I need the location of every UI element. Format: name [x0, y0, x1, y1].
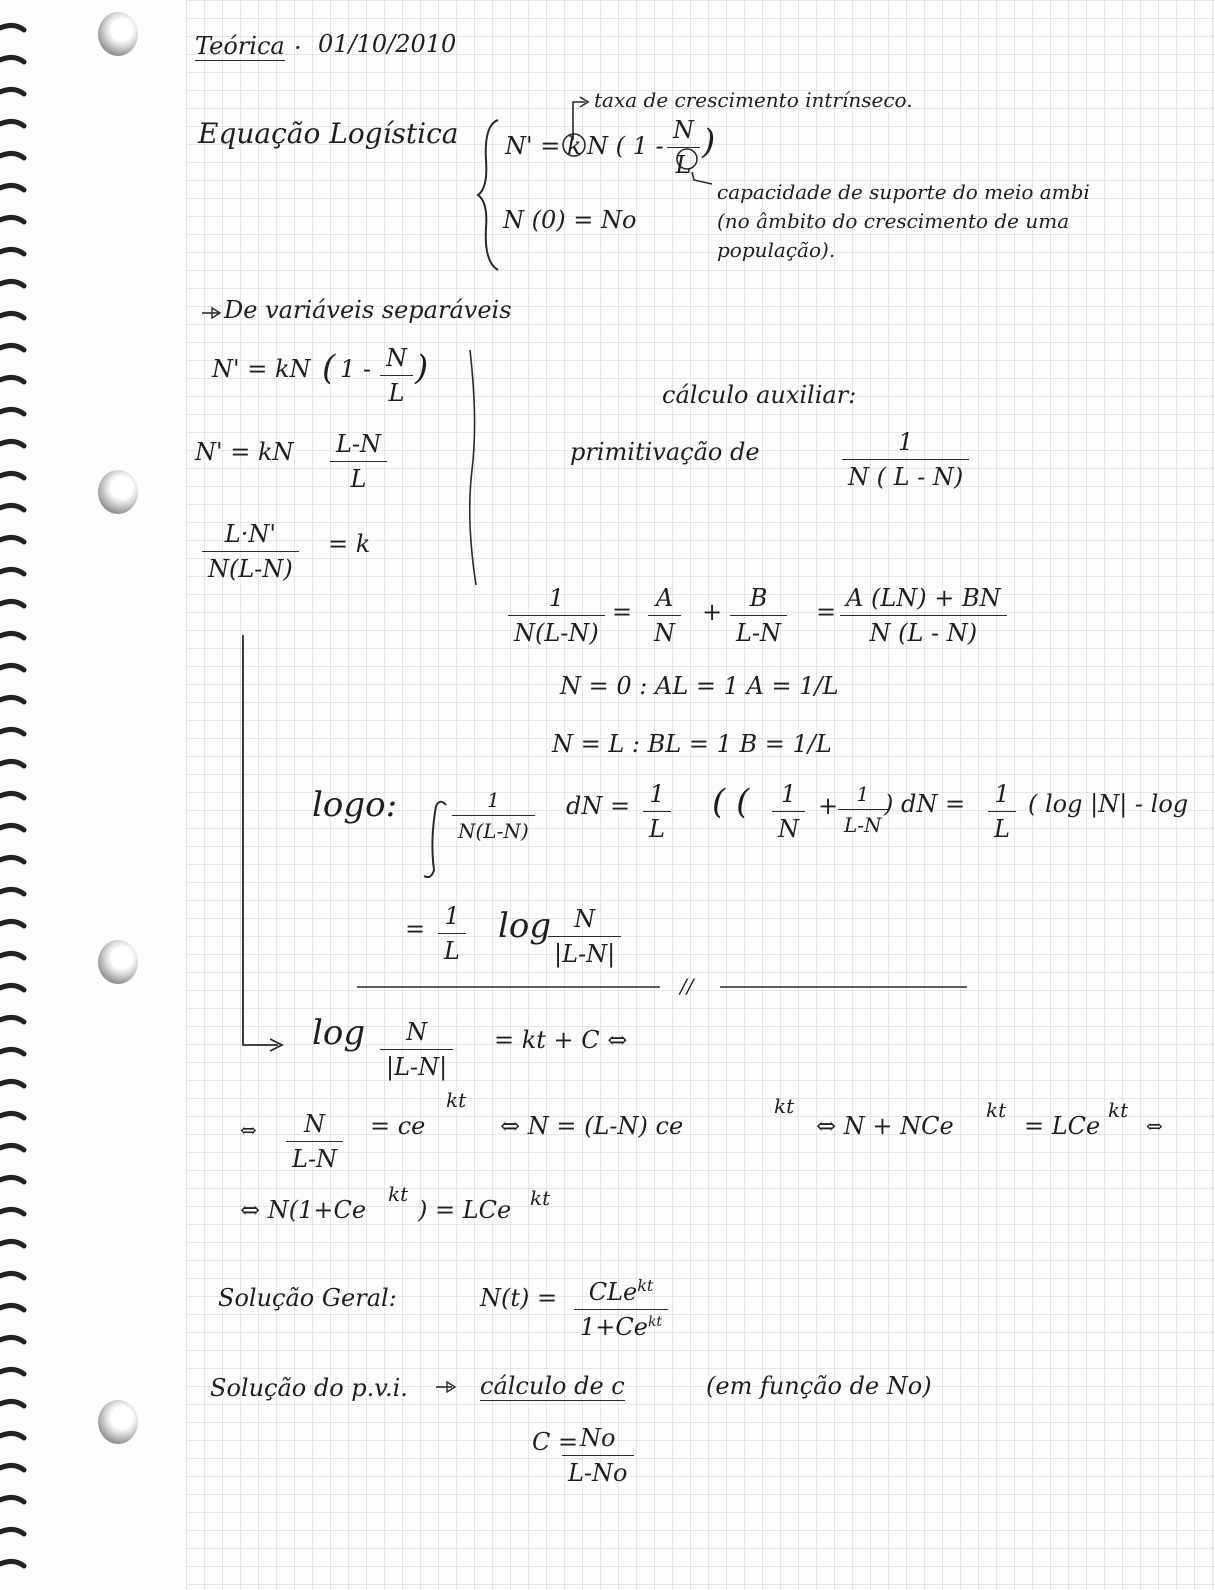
spiral-coil: [0, 633, 24, 638]
logistic-initial-condition: N (0) = No: [503, 206, 637, 234]
spiral-coil: [0, 1209, 24, 1214]
general-den-exp: kt: [647, 1314, 663, 1330]
integral-tail: ( log |N| - log: [1028, 790, 1189, 818]
fraction-denominator: L: [994, 815, 1010, 843]
punch-hole: [98, 940, 138, 984]
eq1-close-paren: ): [415, 348, 429, 388]
integral-dN: dN =: [566, 792, 631, 820]
header-title: Teórica: [195, 32, 285, 60]
fraction-bar: [730, 615, 787, 616]
integral-result-log: log: [498, 906, 552, 946]
spiral-coil: [0, 601, 24, 606]
integral-result-fraction: [548, 905, 621, 968]
spiral-coil: [0, 1049, 24, 1054]
fraction-denominator: L-N: [292, 1145, 338, 1173]
fraction-denominator: L: [649, 815, 665, 843]
aux-prim-fraction: [842, 428, 969, 491]
fraction-bar: [840, 615, 1007, 616]
spiral-coil: [0, 1497, 24, 1502]
integral-close: ) dN =: [884, 790, 966, 818]
spiral-coil: [0, 441, 24, 446]
pf-a-fraction: [648, 584, 681, 647]
spiral-binding: [0, 0, 30, 1590]
fraction-numerator: N: [673, 116, 694, 144]
solve-l2-exp: kt: [388, 1182, 409, 1206]
spiral-coil: [0, 1433, 24, 1438]
spiral-coil: [0, 569, 24, 574]
spiral-coil: [0, 473, 24, 478]
solve-l2: ⇔ N(1+Ce: [240, 1196, 367, 1224]
punch-hole: [98, 12, 138, 56]
spiral-coil: [0, 793, 24, 798]
fraction-numerator: B: [749, 584, 768, 612]
spiral-coil: [0, 1305, 24, 1310]
spiral-coil: [0, 217, 24, 222]
fraction-denominator: L-No: [568, 1459, 628, 1487]
logistic-ode-close: ): [702, 122, 716, 162]
solve-l1-e: ⇔: [1146, 1114, 1163, 1138]
general-label: Solução Geral:: [218, 1284, 397, 1312]
spiral-coil: [0, 1081, 24, 1086]
aux-prim-label: primitivação de: [570, 438, 760, 466]
fraction-numerator: 1: [486, 788, 500, 812]
integral-result-constant: [438, 902, 466, 965]
pf-lhs-fraction: [508, 584, 605, 647]
eq1-lhs: N' = kN: [212, 355, 311, 383]
pf-combined-fraction: [840, 584, 1007, 647]
logistic-ode-fraction: [667, 116, 700, 179]
general-lhs: N(t) =: [480, 1284, 558, 1312]
spiral-coil: [0, 729, 24, 734]
separable-heading: De variáveis separáveis: [224, 296, 512, 324]
pf-case-1: N = 0 : AL = 1 A = 1/L: [560, 672, 839, 700]
spiral-coil: [0, 921, 24, 926]
spiral-coil: [0, 1465, 24, 1470]
spiral-coil: [0, 313, 24, 318]
separator-mark: //: [680, 974, 694, 998]
eq2-lhs: N' = kN: [195, 438, 294, 466]
fraction-denominator: L: [388, 379, 405, 407]
fraction-numerator: N: [574, 905, 596, 933]
pvi-c-lhs: C =: [532, 1428, 579, 1456]
note-capacity-2: (no âmbito do crescimento de uma: [717, 209, 1070, 233]
fraction-bar: [286, 1141, 343, 1142]
spiral-coil: [0, 1529, 24, 1534]
pf-plus: +: [702, 598, 723, 626]
spiral-coil: [0, 185, 24, 190]
logistic-ode-lhs: N' =: [505, 132, 561, 160]
solve-l1-d-exp: kt: [1108, 1098, 1129, 1122]
solve-log-rhs: = kt + C ⇔: [494, 1026, 628, 1054]
fraction-numerator: 1: [548, 584, 565, 612]
spiral-coil: [0, 697, 24, 702]
spiral-coil: [0, 345, 24, 350]
integral-constant-2: [988, 780, 1016, 843]
pvi-calc: cálculo de c: [480, 1372, 625, 1400]
pf-case-2: N = L : BL = 1 B = 1/L: [552, 730, 832, 758]
spiral-coil: [0, 281, 24, 286]
fraction-bar: [438, 933, 466, 934]
fraction-denominator: N: [778, 815, 799, 843]
integral-integrand: [452, 788, 535, 843]
integral-term-1: [772, 780, 805, 843]
logistic-title: Equação Logística: [198, 117, 459, 150]
fraction-numerator: 1: [780, 780, 797, 808]
fraction-bar: [842, 459, 969, 460]
spiral-coil: [0, 825, 24, 830]
integral-term-2: [838, 782, 888, 837]
eq1-open-paren: (: [322, 348, 336, 388]
fraction-numerator: A: [655, 584, 674, 612]
eq3-rhs: = k: [328, 530, 371, 558]
spiral-coil: [0, 1337, 24, 1342]
fraction-denominator: L-N: [736, 619, 782, 647]
solve-l1-pre: ⇔: [240, 1118, 257, 1142]
solve-l1-c: ⇔ N + NCe: [816, 1112, 954, 1140]
aux-title: cálculo auxiliar:: [662, 381, 857, 409]
fraction-denominator: L: [444, 937, 460, 965]
fraction-denominator: L: [675, 151, 692, 179]
solve-l1-exp: kt: [446, 1088, 467, 1112]
integral-result-equals: =: [405, 915, 426, 943]
fraction-bar: [330, 461, 387, 462]
solve-l2-b: ) = LCe: [418, 1196, 512, 1224]
spiral-coil: [0, 1561, 24, 1566]
spiral-coil: [0, 1241, 24, 1246]
solve-log-fraction: [380, 1018, 453, 1081]
integral-logo: logo:: [312, 785, 398, 825]
solve-l2-b-exp: kt: [530, 1186, 551, 1210]
spiral-coil: [0, 1113, 24, 1118]
fraction-bar: [452, 815, 535, 816]
spiral-coil: [0, 121, 24, 126]
spiral-coil: [0, 857, 24, 862]
pf-equals: =: [612, 598, 633, 626]
spiral-coil: [0, 249, 24, 254]
fraction-numerator: No: [580, 1424, 616, 1452]
spiral-coil: [0, 1017, 24, 1022]
solve-log: log: [312, 1013, 366, 1053]
fraction-bar: [562, 1455, 634, 1456]
solve-l1-rest: = ce: [370, 1112, 426, 1140]
general-den: 1+Ce: [580, 1313, 648, 1341]
spiral-coil: [0, 665, 24, 670]
integral-open: ( (: [712, 782, 750, 822]
spiral-coil: [0, 89, 24, 94]
eq1-fraction: [380, 344, 413, 407]
spiral-coil: [0, 57, 24, 62]
general-num-exp: kt: [637, 1276, 654, 1295]
header-date: 01/10/2010: [318, 30, 457, 58]
fraction-bar: [380, 1049, 453, 1050]
fraction-numerator: N: [386, 344, 407, 372]
spiral-coil: [0, 953, 24, 958]
fraction-denominator: L: [350, 465, 367, 493]
fraction-bar: [380, 375, 413, 376]
spiral-coil: [0, 25, 24, 30]
solve-l1-b-exp: kt: [774, 1094, 795, 1118]
fraction-denominator: [574, 1313, 668, 1341]
spiral-coil: [0, 1145, 24, 1150]
integral-plus: +: [818, 792, 839, 820]
fraction-bar: [988, 811, 1016, 812]
fraction-numerator: L-N: [336, 430, 382, 458]
general-num: CLe: [588, 1278, 638, 1306]
spiral-coil: [0, 537, 24, 542]
spiral-coil: [0, 761, 24, 766]
spiral-coil: [0, 377, 24, 382]
fraction-bar: [648, 615, 681, 616]
fraction-bar: [548, 936, 621, 937]
spiral-coil: [0, 1401, 24, 1406]
solve-l1-d: = LCe: [1024, 1112, 1101, 1140]
pf-b-fraction: [730, 584, 787, 647]
fraction-denominator: N(L-N): [514, 619, 599, 647]
fraction-numerator: 1: [649, 780, 665, 808]
eq3-fraction: [202, 520, 299, 583]
fraction-bar: [643, 811, 671, 812]
fraction-bar: [772, 811, 805, 812]
fraction-denominator: L-N: [844, 813, 882, 837]
header-separator: ·: [294, 34, 302, 62]
eq2-fraction: [330, 430, 387, 493]
fraction-numerator: 1: [898, 428, 914, 456]
general-fraction: [574, 1276, 668, 1341]
logistic-ode-mid: N ( 1 -: [587, 132, 664, 160]
integral-constant: [643, 780, 671, 843]
fraction-bar: [574, 1309, 668, 1310]
fraction-denominator: N ( L - N): [848, 463, 964, 491]
spiral-coil: [0, 985, 24, 990]
logistic-ode-k: k: [567, 132, 582, 160]
fraction-bar: [508, 615, 605, 616]
fraction-bar: [838, 809, 888, 810]
punch-hole: [98, 470, 138, 514]
fraction-denominator: |L-N|: [386, 1053, 448, 1081]
pf-equals-2: =: [816, 598, 837, 626]
fraction-numerator: 1: [444, 902, 460, 930]
fraction-numerator: A (LN) + BN: [846, 584, 1001, 612]
pvi-c-fraction: [562, 1424, 634, 1487]
fraction-numerator: L·N': [224, 520, 276, 548]
solve-l1-fraction: [286, 1110, 343, 1173]
spiral-coil: [0, 1177, 24, 1182]
fraction-denominator: N(L-N): [208, 555, 293, 583]
fraction-numerator: 1: [856, 782, 870, 806]
spiral-coil: [0, 153, 24, 158]
note-capacity-1: capacidade de suporte do meio ambi: [717, 180, 1090, 204]
fraction-numerator: N: [304, 1110, 326, 1138]
spiral-coil: [0, 1369, 24, 1374]
fraction-numerator: N: [406, 1018, 428, 1046]
solve-l1-c-exp: kt: [986, 1098, 1007, 1122]
fraction-denominator: N (L - N): [869, 619, 978, 647]
fraction-denominator: N: [654, 619, 675, 647]
fraction-bar: [667, 147, 700, 148]
solve-l1-b: ⇔ N = (L-N) ce: [500, 1112, 684, 1140]
spiral-coil: [0, 409, 24, 414]
eq1-inner: 1 -: [340, 355, 372, 383]
spiral-coil: [0, 1273, 24, 1278]
spiral-coil: [0, 889, 24, 894]
spiral-coil: [0, 505, 24, 510]
note-capacity-3: população).: [717, 238, 836, 262]
note-growth-rate: taxa de crescimento intrínseco.: [594, 88, 913, 112]
punch-hole: [98, 1400, 138, 1444]
fraction-numerator: [583, 1276, 660, 1306]
fraction-numerator: 1: [994, 780, 1010, 808]
fraction-denominator: N(L-N): [458, 819, 529, 843]
pvi-label: Solução do p.v.i.: [210, 1374, 408, 1402]
fraction-bar: [202, 551, 299, 552]
pvi-rest: (em função de No): [706, 1372, 932, 1400]
fraction-denominator: |L-N|: [554, 940, 616, 968]
